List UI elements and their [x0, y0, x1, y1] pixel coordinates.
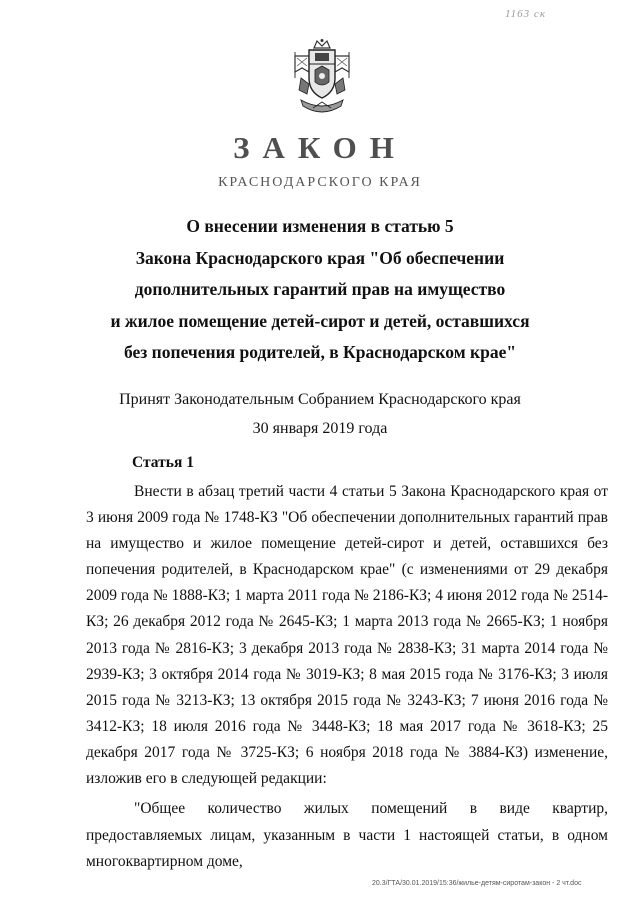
region-title: КРАСНОДАРСКОГО КРАЯ: [218, 175, 422, 190]
law-subject-heading: [100, 211, 540, 369]
subject-line: и жилое помещение детей-сирот и детей, оставшихся: [110, 310, 530, 331]
law-title: ЗАКОН: [233, 130, 407, 165]
quoted-amendment-paragraph: "Общее количество жилых помещений в виде квартир, предоставляемых лицам, указанным в части 1 настоящей статьи, в одном многоквартирном доме,: [86, 800, 608, 870]
article-body-paragraph: Внести в абзац третий части 4 статьи 5 Закона Краснодарского края от 3 июня 2009 года № 1748-КЗ "Об обеспечении дополнительных гарантий прав на имущество и жилое помещение детей-сирот и детей, оставшихся без попечения родителей, в Краснодарском крае" (с изменениями от 29 декабря 2009 года № 1888-КЗ; 1 марта 2011 года № 2186-КЗ; 4 июня 2012 года № 2514-КЗ; 26 декабря 2012 года № 2645-КЗ; 1 марта 2013 года № 2665-КЗ; 1 ноября 2013 года № 2816-КЗ; 3 декабря 2013 года № 2838-КЗ; 31 марта 2014 года № 2939-КЗ; 3 октября 2014 года № 3019-КЗ; 8 мая 2015 года № 3176-КЗ; 3 июля 2015 года № 3213-КЗ; 13 октября 2015 года № 3243-КЗ; 7 июня 2016 года № 3412-КЗ; 18 июля 2016 года № 3448-КЗ; 18 мая 2017 года № 3618-КЗ; 25 декабря 2017 года № 3725-КЗ; 6 ноября 2018 года № 3884-КЗ) изменение, изложив его в следующей редакции:: [86, 483, 608, 788]
article-heading: Статья 1: [132, 454, 194, 471]
adoption-note: [80, 385, 560, 443]
adoption-date: 30 января 2019 года: [252, 420, 388, 437]
subject-line: дополнительных гарантий прав на имущество: [134, 279, 506, 299]
subject-line: О внесении изменения в статью 5: [186, 216, 454, 236]
handwritten-page-note: 1163 ск: [505, 8, 546, 20]
adoption-line: Принят Законодательным Собранием Краснодарского края: [119, 391, 521, 408]
subject-line: без попечения родителей, в Краснодарском крае": [123, 342, 517, 362]
document-file-path-footer: 20.3/ГТА/30.01.2019/15:36/жилье-детям-сиротам-закон - 2 чт.doc: [372, 880, 582, 887]
subject-line: Закона Краснодарского края "Об обеспечении: [135, 247, 505, 268]
krasnodar-coat-of-arms-emblem: [287, 38, 357, 120]
